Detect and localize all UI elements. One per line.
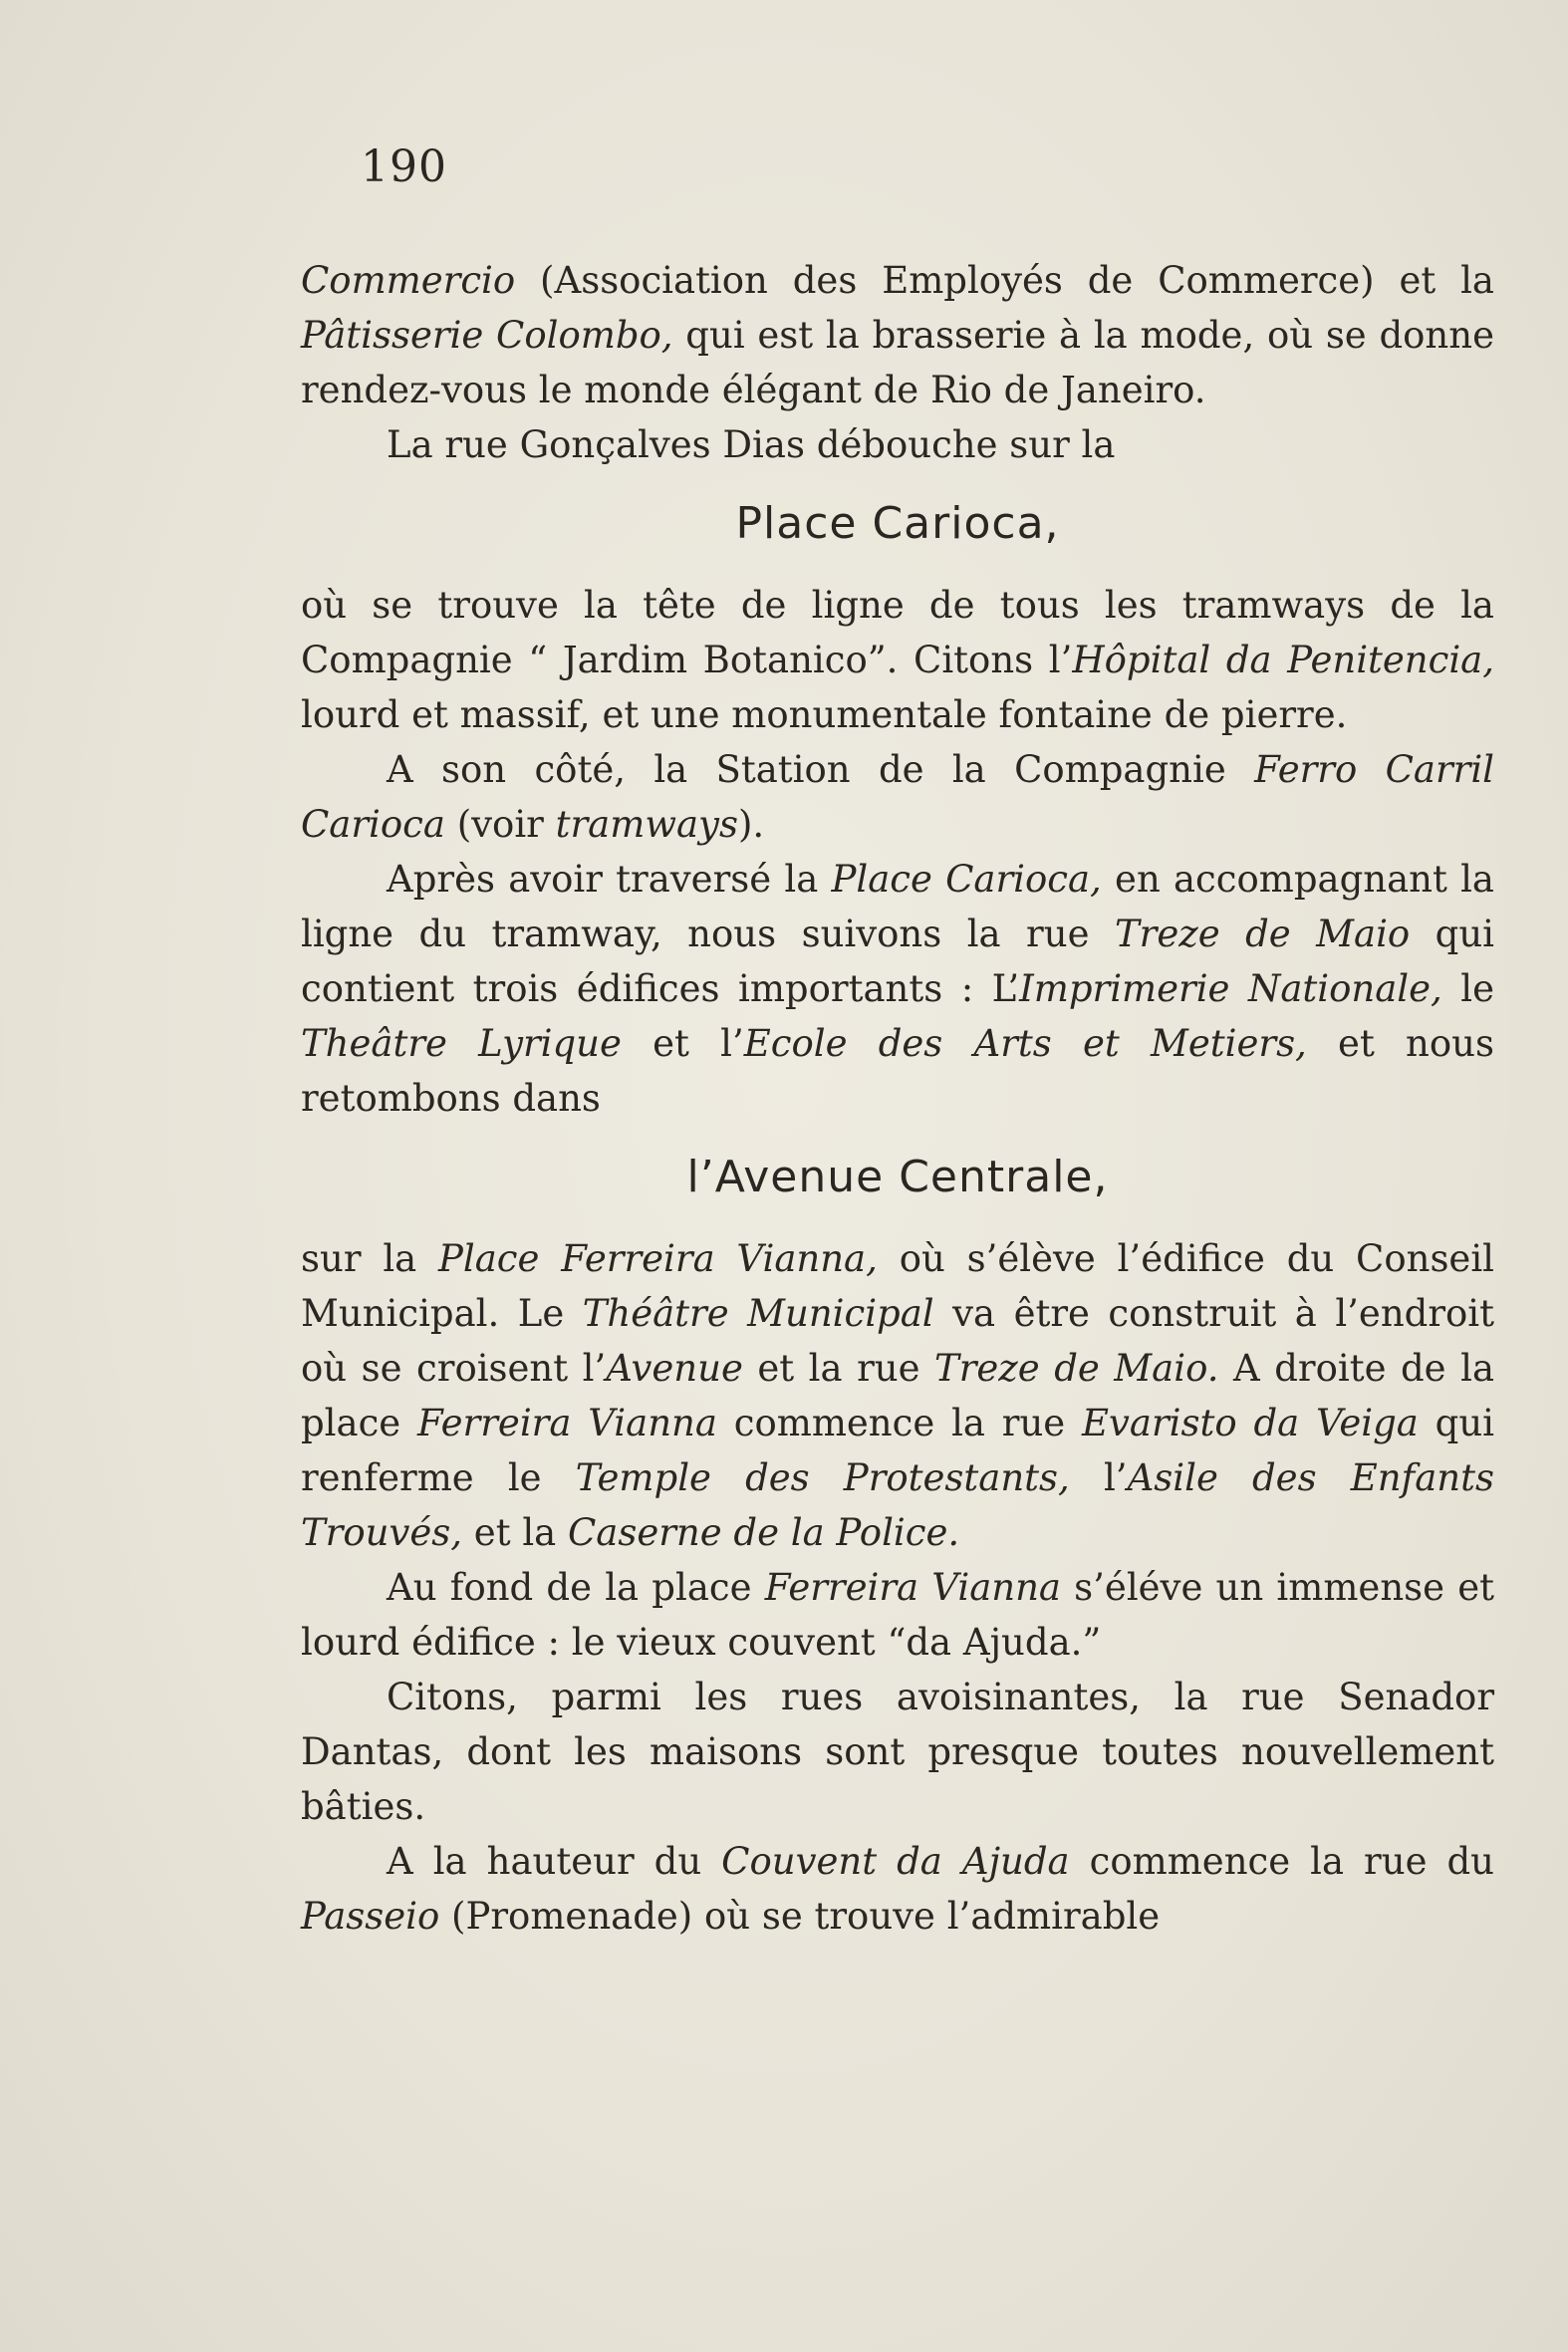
text: qui contient trois édifices importants : L’ [301,913,1495,1010]
italic-text: Commercio [301,259,516,302]
italic-text: Theâtre Lyrique [301,1022,622,1065]
italic-text: Pâtisserie Colombo, [301,314,673,357]
italic-text: Ferreira Vianna [764,1566,1061,1609]
italic-text: Treze de Maio [1114,913,1411,955]
italic-text: Ecole des Arts et Metiers, [743,1022,1307,1065]
page-body [301,253,1494,1944]
page-number: 190 [361,141,447,192]
paragraph-6 [301,1231,1494,1560]
text: l’ [1069,1456,1128,1499]
text: et l’ [621,1022,744,1065]
italic-text: Avenue [606,1347,743,1390]
text: Au fond de la place [387,1566,765,1609]
paragraph-9 [301,1834,1494,1944]
text: lourd et massif, et une monumentale fontaine de pierre. [301,693,1348,736]
text: le [1441,967,1494,1010]
paragraph-1 [301,253,1494,417]
paragraph-4 [301,742,1494,852]
italic-text: Couvent da Ajuda [721,1840,1070,1883]
text: ). [737,803,765,846]
section-heading-place-carioca: Place Carioca, [735,498,1060,549]
italic-text: Passeio [301,1895,440,1938]
text: qui est la brasserie à la mode, où se donne rendez-vous le monde élégant de Rio de Janeiro. [301,314,1494,411]
italic-text: Place Ferreira Vianna, [438,1237,878,1280]
italic-text: Treze de Maio. [934,1347,1219,1390]
text: A droite de la place [301,1347,1494,1444]
text: (Promenade) où se trouve l’admirable [439,1895,1161,1938]
italic-text: Imprimerie Nationale, [1019,967,1442,1010]
italic-text: Place Carioca, [831,858,1102,901]
section-heading-avenue-centrale: l’Avenue Centrale, [686,1152,1109,1202]
italic-text: Temple des Protestants, [575,1456,1070,1499]
paragraph-8: Citons, parmi les rues avoisinantes, la rue Senador Dantas, dont les maisons sont presque toutes nouvellement bâties. [301,1676,1494,1828]
italic-text: Evaristo da Veiga [1082,1402,1419,1444]
text: commence la rue du [1069,1840,1494,1883]
italic-text: Hôpital da Penitencia, [1072,639,1494,681]
italic-text: Ferro Carril Carioca [301,748,1494,846]
text: en accompagnant la ligne du tramway, nous suivons la rue [301,858,1494,955]
paragraph-2: La rue Gonçalves Dias débouche sur la [387,423,1116,466]
italic-text: Asile des Enfants Trouvés, [301,1456,1494,1554]
text: va être construit à l’endroit où se croisent l’ [301,1292,1495,1390]
paragraph-7 [301,1560,1494,1670]
paragraph-5 [301,852,1494,1126]
text: s’éléve un immense et lourd édifice : le vieux couvent “da Ajuda.” [301,1566,1494,1664]
text: (Association des Employés de Commerce) et la [515,259,1494,302]
text: A la hauteur du [387,1840,722,1883]
italic-text: Ferreira Vianna [417,1402,717,1444]
text: et la rue [742,1347,935,1390]
italic-text: Caserne de la Police. [567,1511,960,1554]
text: (voir [444,803,556,846]
text: et nous retombons dans [301,1022,1494,1120]
text: qui renferme le [301,1402,1494,1499]
italic-text: tramways [555,803,738,846]
text: A son côté, la Station de la Compagnie [387,748,1255,791]
text: où s’élève l’édifice du Conseil Municipal. Le [301,1237,1494,1335]
paragraph-3 [301,578,1494,742]
text: et la [462,1511,568,1554]
italic-text: Théâtre Municipal [582,1292,934,1335]
text: commence la rue [716,1402,1083,1444]
text: sur la [301,1237,439,1280]
text: où se trouve la tête de ligne de tous les tramways de la Compagnie “ Jardim Botanico”. Citons l’ [301,584,1494,681]
text: Après avoir traversé la [387,858,832,901]
